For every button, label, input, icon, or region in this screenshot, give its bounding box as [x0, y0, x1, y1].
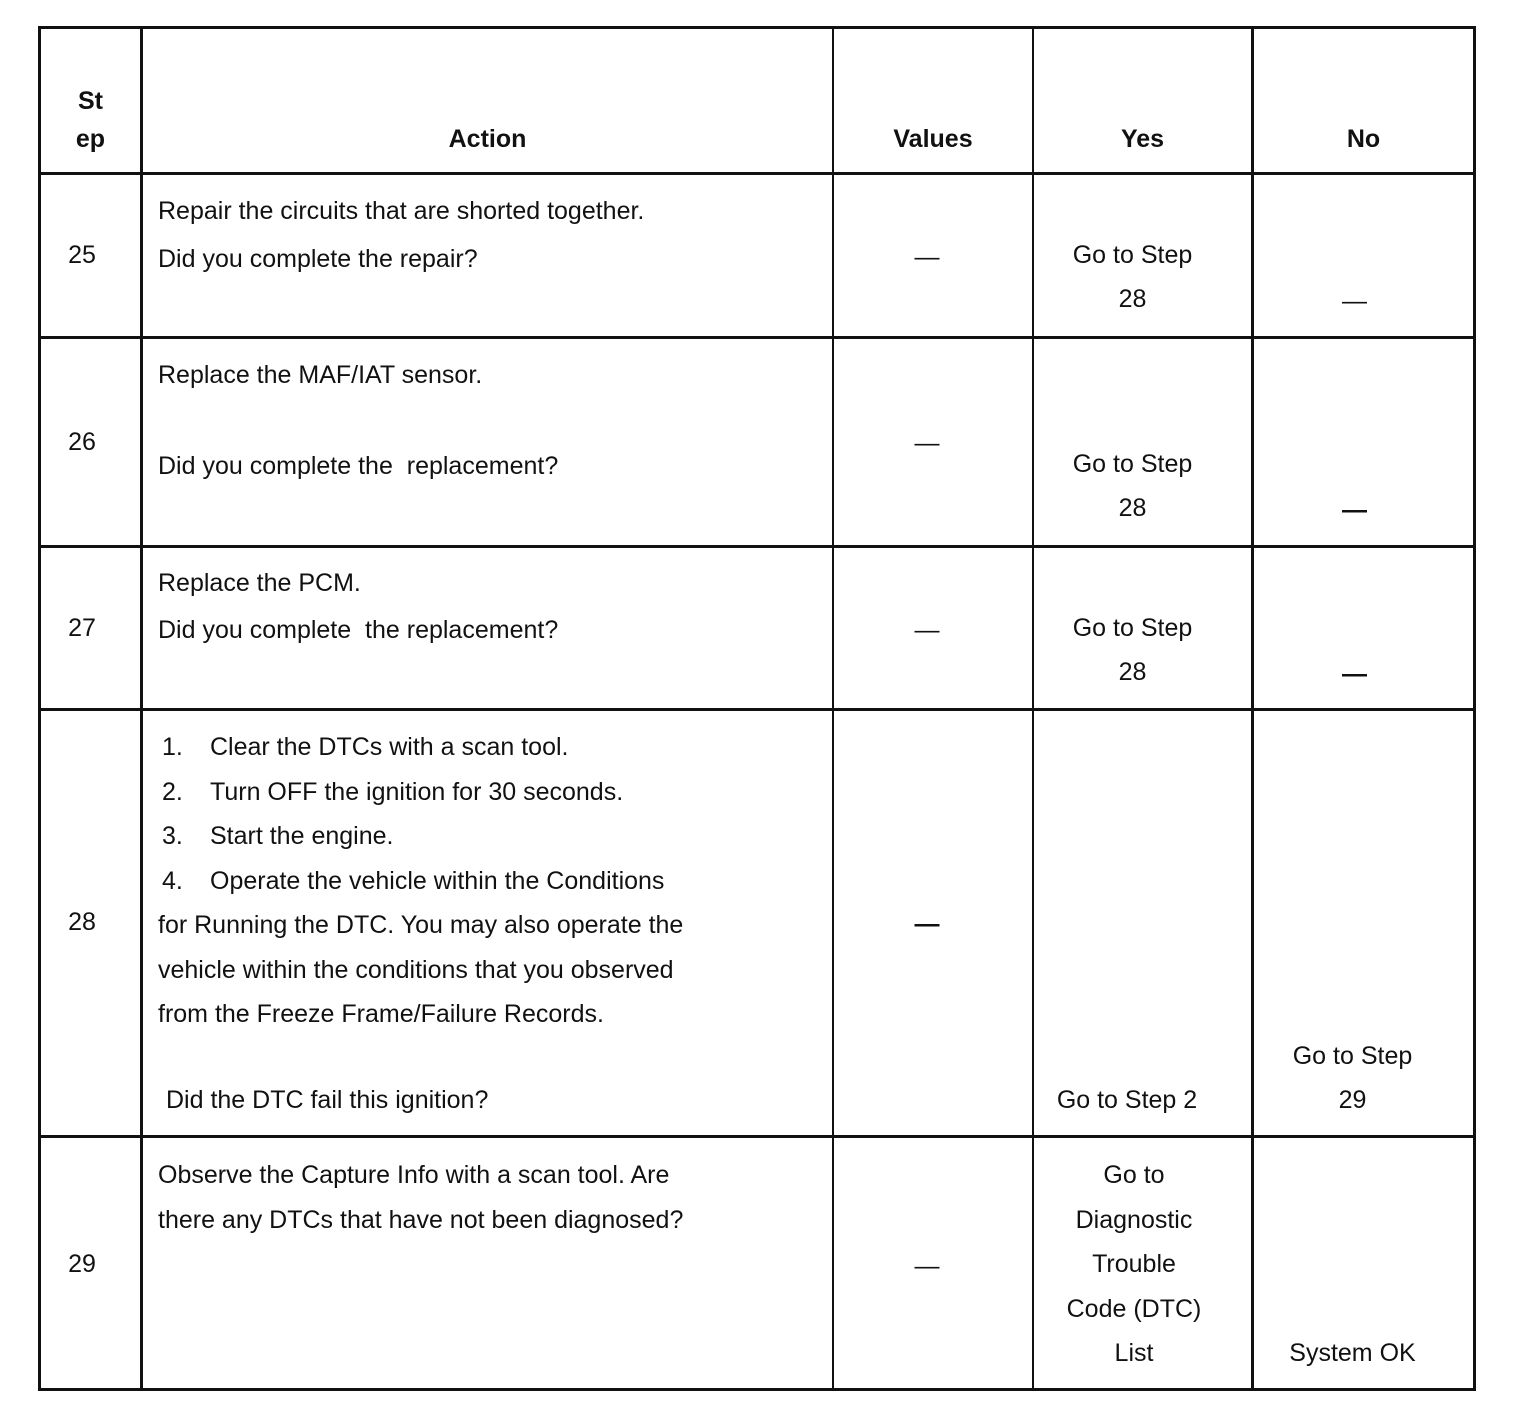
yes-cell	[1034, 240, 1231, 314]
yes-line: Diagnostic	[1075, 1205, 1193, 1234]
header-yes: Yes	[1120, 125, 1165, 153]
action-line: vehicle within the conditions that you observed	[158, 955, 674, 984]
list-item-text: Turn OFF the ignition for 30 seconds.	[210, 777, 624, 806]
header-divider	[38, 172, 1476, 175]
table-border-left	[38, 26, 41, 1391]
list-item-text: Start the engine.	[210, 822, 394, 850]
action-question: Did you complete the replacement?	[158, 452, 559, 480]
yes-line: 28	[1118, 494, 1147, 522]
action-numbered-list	[162, 732, 664, 896]
action-text: Replace the MAF/IAT sensor.	[158, 361, 483, 389]
action-line: Observe the Capture Info with a scan tool. Are	[158, 1161, 670, 1189]
values-cell: —	[914, 243, 940, 271]
yes-line: Go to	[1103, 1161, 1165, 1189]
header-step	[41, 86, 140, 154]
list-item-number: 1.	[162, 733, 183, 761]
action-question: Did you complete the repair?	[158, 245, 478, 273]
yes-line: Go to Step	[1072, 450, 1193, 478]
column-divider	[140, 26, 143, 1391]
action-line: there any DTCs that have not been diagnosed?	[158, 1205, 684, 1234]
no-cell: —	[1342, 496, 1367, 524]
action-line: for Running the DTC. You may also operate the	[158, 911, 684, 939]
step-number: 28	[68, 908, 96, 936]
row-divider	[38, 336, 1476, 339]
step-number: 27	[68, 614, 96, 642]
yes-line: Go to Step	[1072, 241, 1193, 269]
values-cell: —	[914, 1252, 940, 1280]
step-number: 29	[68, 1250, 96, 1278]
column-divider	[1251, 26, 1254, 1391]
step-number: 26	[68, 428, 96, 456]
header-step-line2: ep	[75, 125, 106, 153]
action-question: Did the DTC fail this ignition?	[166, 1086, 489, 1114]
list-item-text: Clear the DTCs with a scan tool.	[210, 733, 569, 761]
list-item	[162, 866, 664, 896]
header-action: Action	[448, 125, 527, 153]
table-border-top	[38, 26, 1476, 29]
column-divider	[832, 26, 834, 1391]
row-divider	[38, 545, 1476, 548]
header-step-line1: St	[78, 87, 103, 115]
yes-cell	[1034, 613, 1231, 687]
yes-cell	[1034, 1160, 1234, 1368]
step-number: 25	[68, 241, 96, 269]
action-text	[158, 1160, 683, 1235]
list-item-number: 3.	[162, 822, 183, 850]
table-border-bottom	[38, 1388, 1476, 1391]
action-text: Repair the circuits that are shorted together.	[158, 197, 645, 225]
no-cell: —	[1342, 287, 1367, 315]
no-line: Go to Step	[1292, 1042, 1413, 1070]
list-item-number: 4.	[162, 866, 183, 895]
no-cell	[1254, 1041, 1451, 1115]
table-border-right	[1473, 26, 1476, 1391]
action-continuation	[158, 910, 683, 1029]
no-cell: System OK	[1289, 1339, 1416, 1367]
yes-cell	[1034, 449, 1231, 523]
yes-line: Go to Step	[1072, 614, 1193, 642]
action-question: Did you complete the replacement?	[158, 616, 559, 644]
action-text: Replace the PCM.	[158, 569, 361, 597]
values-cell: —	[914, 616, 940, 644]
list-item	[162, 777, 664, 807]
list-item	[162, 732, 664, 762]
yes-line: List	[1114, 1339, 1154, 1367]
header-values: Values	[893, 125, 973, 153]
yes-cell: Go to Step 2	[1056, 1086, 1198, 1114]
yes-line: 28	[1118, 285, 1147, 313]
list-item-text: Operate the vehicle within the Conditions	[210, 866, 665, 895]
yes-line: 28	[1118, 658, 1147, 686]
yes-line: Trouble	[1092, 1250, 1176, 1278]
row-divider	[38, 708, 1476, 711]
values-cell: —	[914, 429, 940, 457]
row-divider	[38, 1135, 1476, 1138]
list-item-number: 2.	[162, 777, 183, 806]
yes-line: Code (DTC)	[1066, 1294, 1202, 1323]
action-line: from the Freeze Frame/Failure Records.	[158, 1000, 604, 1028]
header-no: No	[1346, 125, 1381, 153]
no-line: 29	[1338, 1086, 1367, 1114]
values-cell: —	[914, 910, 940, 938]
no-cell: —	[1342, 660, 1367, 688]
list-item	[162, 821, 664, 851]
